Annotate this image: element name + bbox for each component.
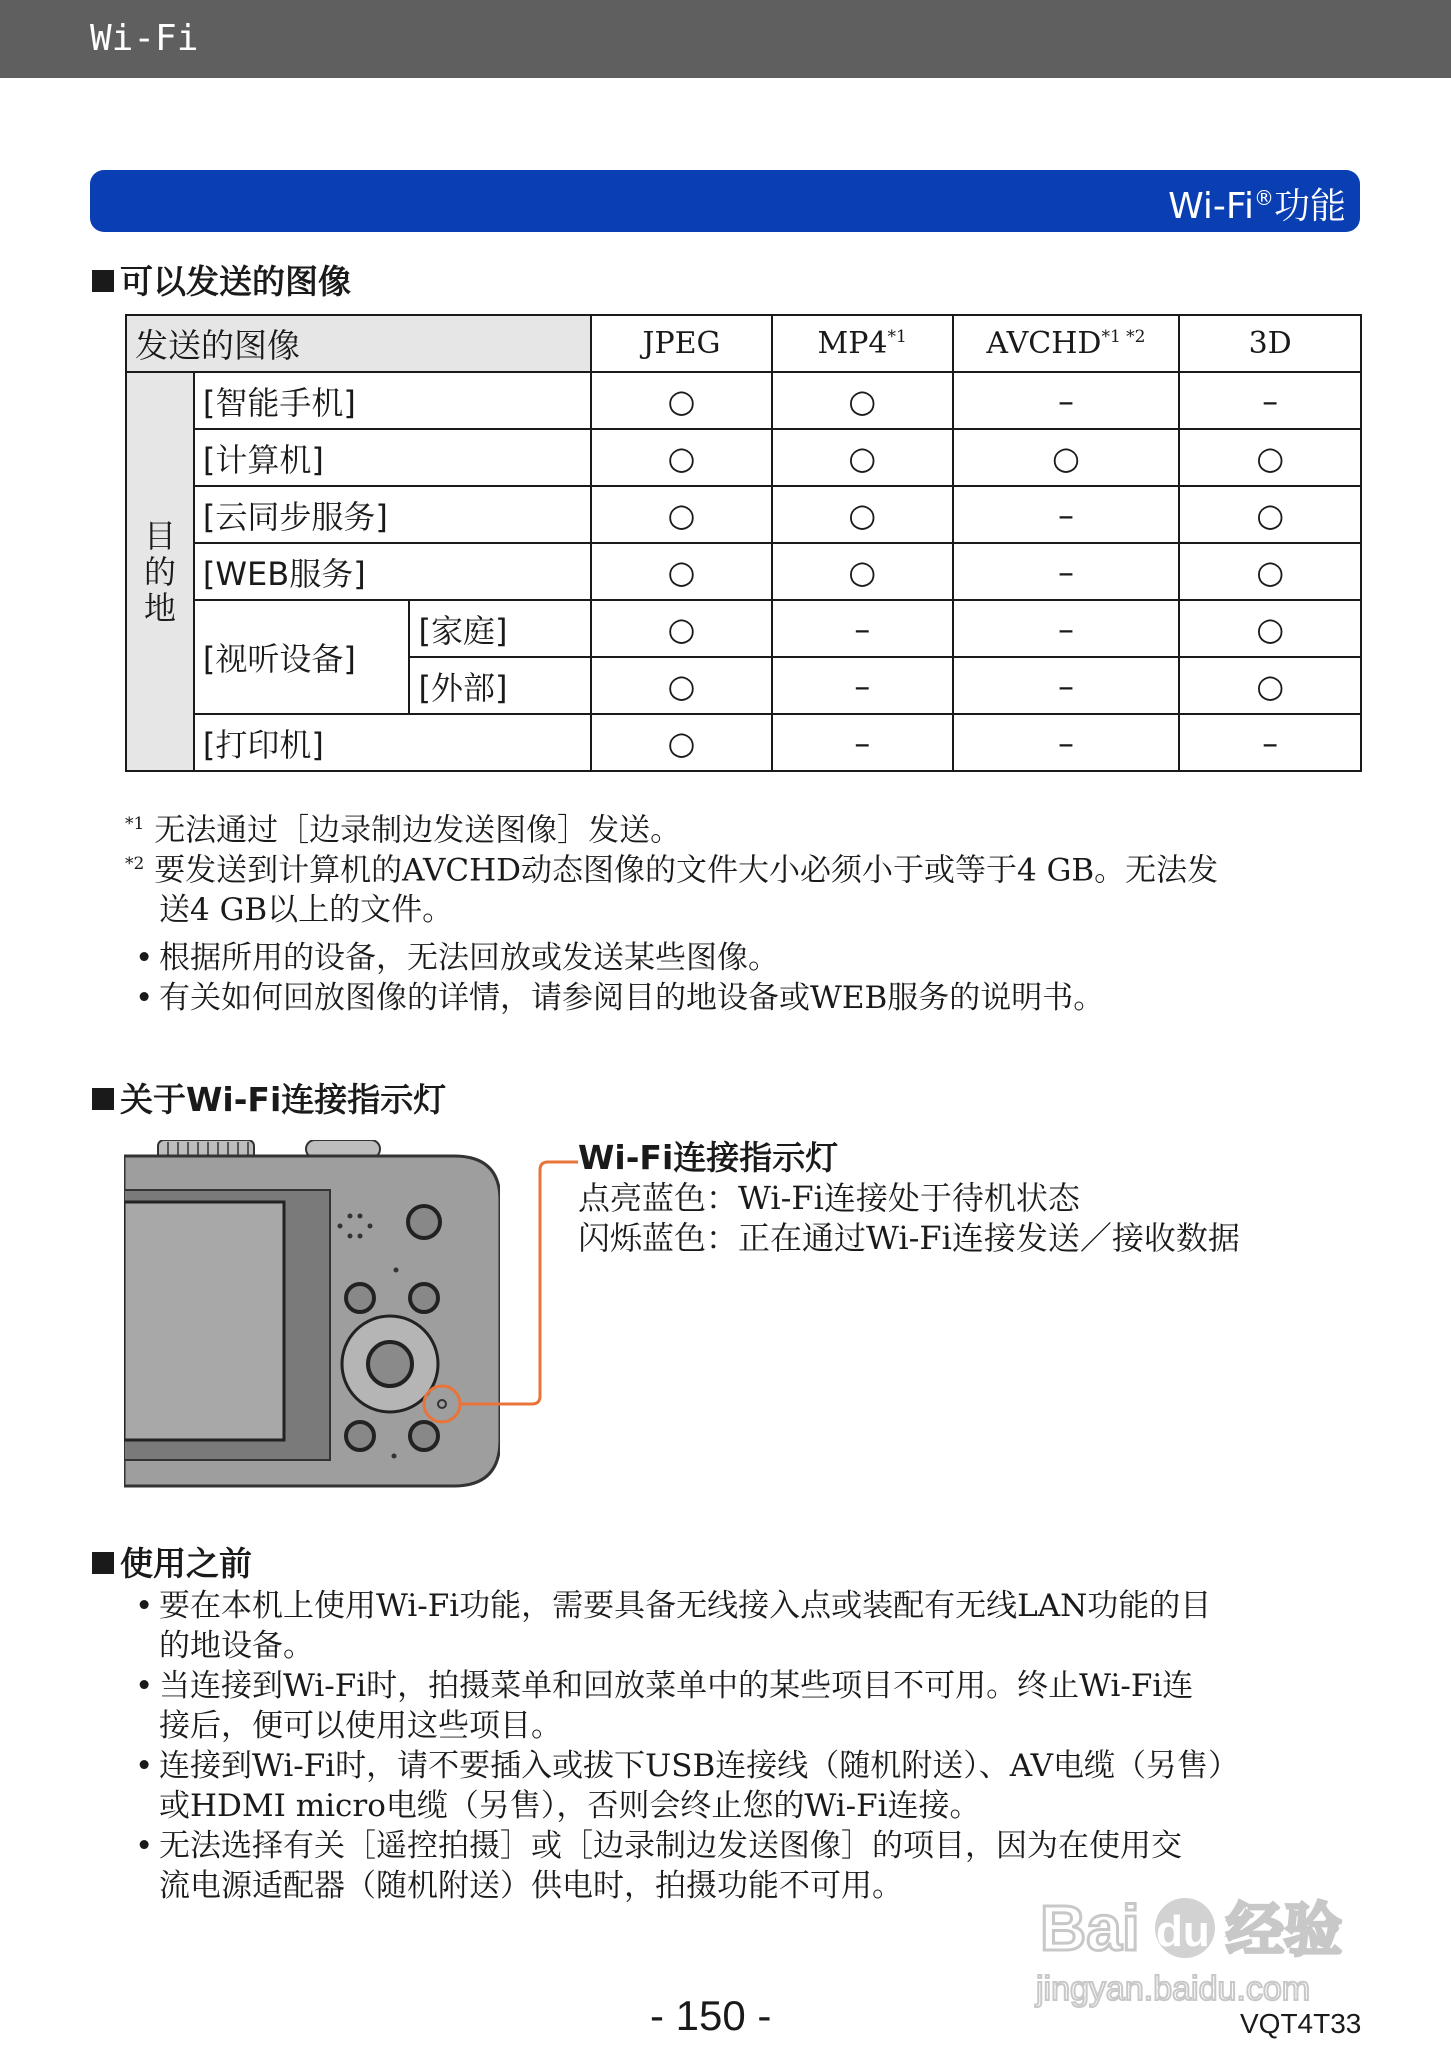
function-button-left [346,1284,374,1312]
table-cell: – [772,600,953,657]
table-cell: ○ [591,600,772,657]
table-cell: ○ [1179,543,1361,600]
table-cell: ○ [591,429,772,486]
row-label: [WEB服务] [194,543,591,600]
list-item: • 有关如何回放图像的详情，请参阅目的地设备或WEB服务的说明书。 [135,980,1105,1016]
header-title: Wi-Fi [90,18,199,59]
section-title-bar [90,170,1360,232]
indicator-line: 闪烁蓝色：正在通过Wi-Fi连接发送／接收数据 [578,1219,1240,1257]
table-cell: ○ [591,657,772,714]
table-cell: ○ [772,543,953,600]
table-cell: ○ [772,429,953,486]
table-cell: – [953,600,1180,657]
sendable-image-table [125,314,1362,772]
list-item: • 当连接到Wi-Fi时，拍摄菜单和回放菜单中的某些项目不可用。终止Wi-Fi连 接后，便可以使用这些项目。 [135,1668,1194,1744]
square-bullet-icon [92,1088,114,1110]
table-cell: ○ [591,372,772,429]
document-code: VQT4T33 [1240,2008,1362,2039]
row-sublabel: [家庭] [409,600,591,657]
row-label: [计算机] [194,429,591,486]
indicator-line: 点亮蓝色：Wi-Fi连接处于待机状态 [578,1179,1080,1217]
header-label-cell: 发送的图像 [126,315,591,372]
table-row [126,372,1361,429]
table-cell: ○ [772,486,953,543]
row-label: [视听设备] [194,600,410,714]
display-button [346,1422,374,1450]
table-row [126,714,1361,771]
table-cell: – [953,657,1180,714]
table-cell: – [953,543,1180,600]
table-cell: – [1179,714,1361,771]
table-cell: ○ [1179,600,1361,657]
column-header: MP4$^{*1}$ [772,315,953,372]
top-header-bar [0,0,1451,78]
destination-group-label: 目 的 地 [126,372,194,771]
table-cell: ○ [953,429,1180,486]
table-cell: ○ [772,372,953,429]
delete-button [410,1422,438,1450]
indicator-heading: 关于Wi-Fi连接指示灯 [92,1074,446,1121]
row-label: [打印机] [194,714,591,771]
table-cell: ○ [1179,486,1361,543]
list-item: • 根据所用的设备，无法回放或发送某些图像。 [135,940,779,976]
table-cell: ○ [591,543,772,600]
indicator-description [578,1138,1240,1258]
table-header-row [126,315,1361,372]
page-number: - 150 - [650,1992,772,2039]
svg-text:经验: 经验 [1226,1896,1343,1964]
menu-set-button [368,1342,412,1386]
list-item: • 连接到Wi-Fi时，请不要插入或拔下USB连接线（随机附送）、AV电缆（另售） 或HDMI micro电缆（另售），否则会终止您的Wi-Fi连接。 [135,1748,1240,1824]
footnote-1: $^{*1}$ 无法通过［边录制边发送图像］发送。 [125,812,682,849]
column-header: 3D [1179,315,1361,372]
svg-text:jingyan.baidu.com: jingyan.baidu.com [1036,1970,1311,2008]
table-cell: – [953,486,1180,543]
row-label: [智能手机] [194,372,591,429]
table-row [126,543,1361,600]
table-cell: – [953,714,1180,771]
sendable-heading: 可以发送的图像 [92,256,351,303]
list-item: • 无法选择有关［遥控拍摄］或［边录制边发送图像］的项目，因为在使用交 流电源适配器（随机附送）供电时，拍摄功能不可用。 [135,1828,1182,1904]
table-cell: – [953,372,1180,429]
list-item: • 要在本机上使用Wi-Fi功能，需要具备无线接入点或装配有无线LAN功能的目 的地设备。 [135,1588,1212,1664]
play-button [408,1206,440,1238]
lcd-screen [124,1202,284,1440]
section-title: Wi-Fi®功能 [1168,186,1346,227]
row-sublabel: [外部] [409,657,591,714]
square-bullet-icon [92,270,114,292]
column-header: JPEG [591,315,772,372]
table-cell: – [1179,372,1361,429]
table-cell: ○ [591,486,772,543]
camera-back-illustration [124,1140,500,1492]
footnote-2: $^{*2}$ 要发送到计算机的AVCHD动态图像的文件大小必须小于或等于4 GB。无法发 送4 GB以上的文件。 [125,852,1219,929]
table-row [126,429,1361,486]
callout-leader-line [460,1140,590,1440]
row-label: [云同步服务] [194,486,591,543]
svg-text:du: du [1156,1907,1210,1956]
table-cell: ○ [1179,657,1361,714]
table-cell: ○ [1179,429,1361,486]
table-row [126,600,1361,657]
table-cell: – [772,657,953,714]
square-bullet-icon [92,1552,114,1574]
before-use-heading: 使用之前 [92,1538,252,1585]
indicator-title: Wi-Fi连接指示灯 [578,1138,839,1177]
svg-text:Bai: Bai [1040,1892,1140,1964]
table-row [126,486,1361,543]
function-button-right [410,1284,438,1312]
table-cell: ○ [591,714,772,771]
column-header: $AVCHD^{*1 *2}$ [953,315,1180,372]
table-cell: – [772,714,953,771]
